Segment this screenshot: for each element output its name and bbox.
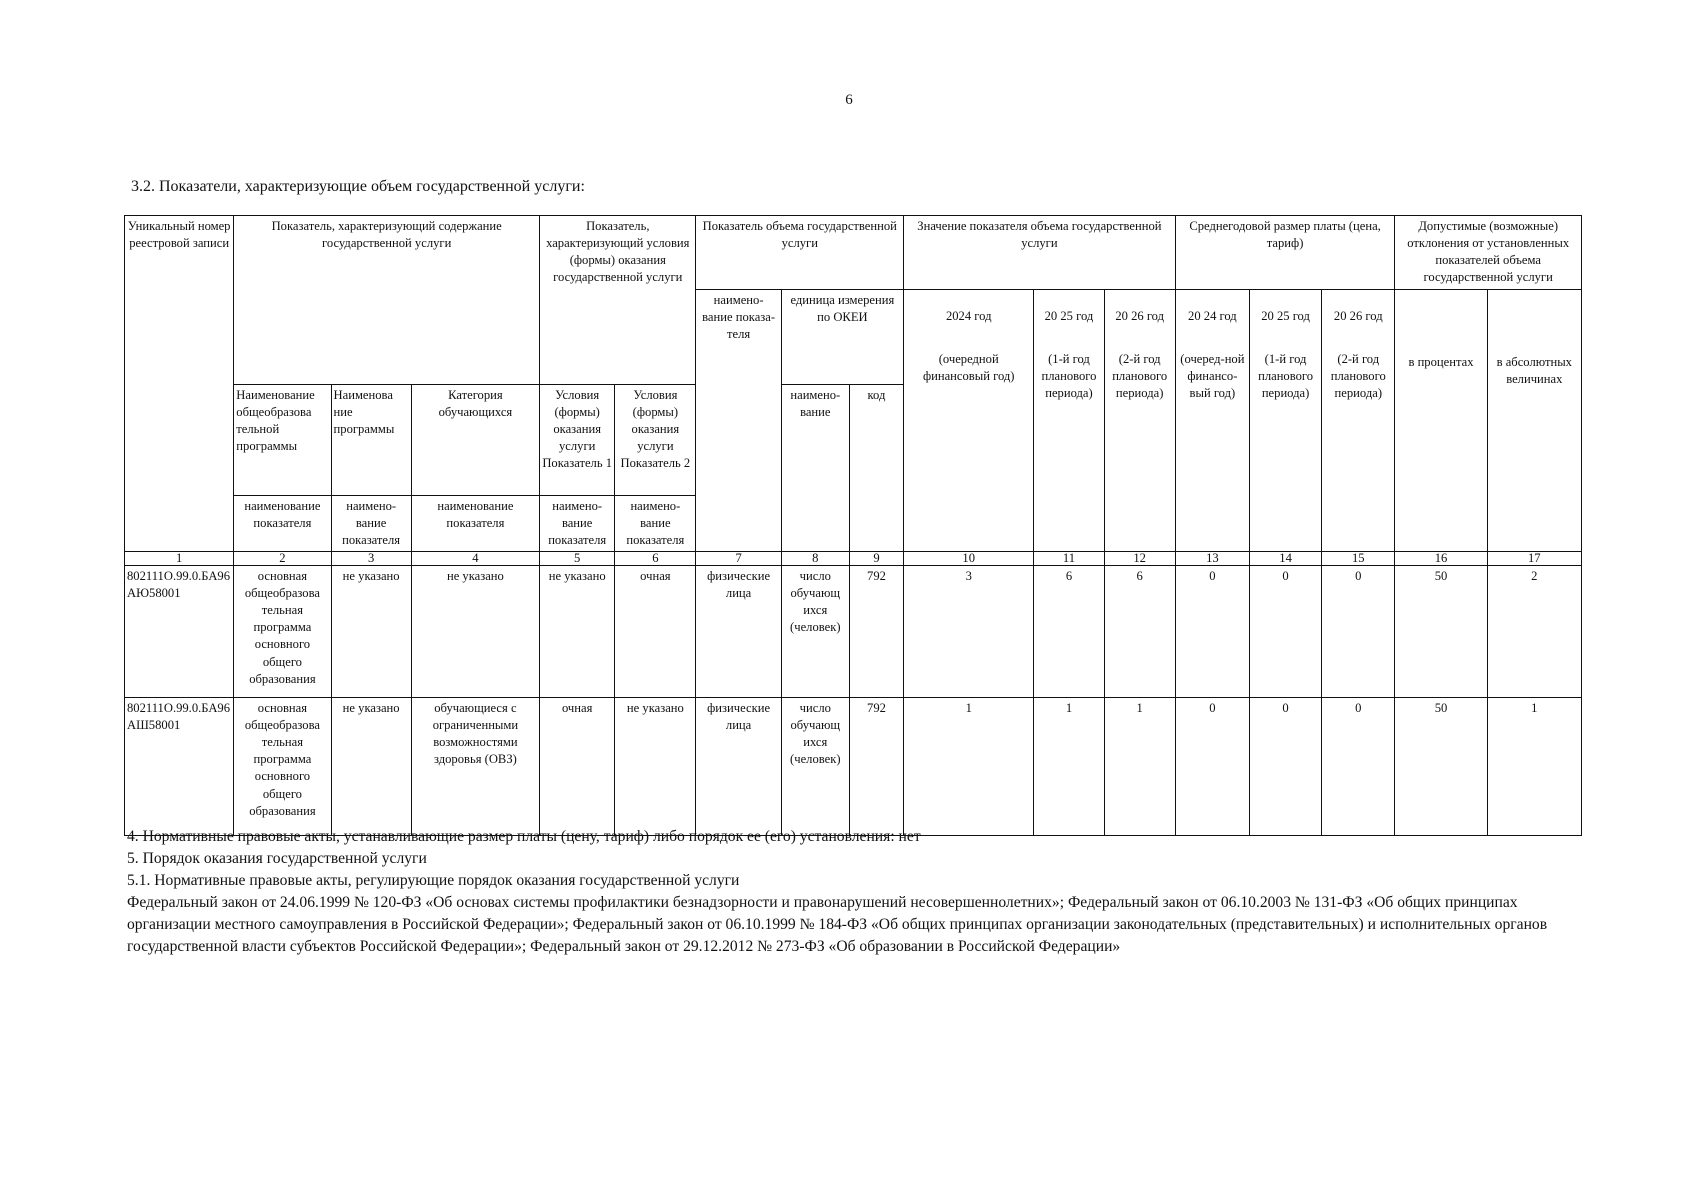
- row-v2026: 1: [1104, 697, 1175, 835]
- paragraph-5: 5. Порядок оказания государственной услуги: [127, 850, 427, 867]
- header-value-group: Значение показателя объема государственной услуги: [904, 216, 1176, 290]
- column-number: 1: [125, 551, 234, 565]
- header-fee-2024-note: (очеред-ной финансо-вый год): [1180, 351, 1245, 400]
- column-number: 11: [1034, 551, 1104, 565]
- row-f2024: 0: [1175, 565, 1249, 697]
- row-f2026: 0: [1322, 565, 1395, 697]
- column-number: 8: [781, 551, 849, 565]
- header-value-2024-label: 2024 год: [945, 308, 992, 323]
- row-category: не указано: [411, 565, 539, 697]
- column-number: 6: [615, 551, 696, 565]
- row-unit: число обучающ ихся (человек): [781, 697, 849, 835]
- row-code: 802111О.99.0.БА96АШ58001: [125, 697, 234, 835]
- row-v2024: 1: [904, 697, 1034, 835]
- row-v2024: 3: [904, 565, 1034, 697]
- row-cond1: очная: [540, 697, 615, 835]
- row-code: 802111О.99.0.БА96АЮ58001: [125, 565, 234, 697]
- header-unit-okei: единица измерения по ОКЕИ: [781, 289, 903, 384]
- header-volume-indicator: Показатель объема государственной услуги: [696, 216, 904, 290]
- header-unit-name: наимено-вание: [781, 384, 849, 551]
- row-unit: число обучающ ихся (человек): [781, 565, 849, 697]
- column-number: 4: [411, 551, 539, 565]
- laws-list: Федеральный закон от 24.06.1999 № 120-ФЗ «Об основах системы профилактики безнадзорности и правонарушений несовершеннолетних»; Федеральный закон от 06.10.2003 № 131-ФЗ «Об общих принципах организации местного самоуправления в Российской Федерации»; Федеральный закон от 06.10.1999 № 184-ФЗ «Об общих принципах организации законодательных (представительных) и исполнительных органов государственной власти субъектов Российской Федерации»; Федеральный закон от 29.12.2012 № 273-ФЗ «Об образовании в Российской Федерации»: [127, 894, 1548, 955]
- row-program-name: основная общеобразова тельная программа основного общего образования: [234, 565, 331, 697]
- paragraph-4: 4. Нормативные правовые акты, устанавливающие размер платы (цену, тариф) либо порядок ее (его) установления: нет: [127, 828, 921, 845]
- header-value-2026-label: 20 26 год: [1115, 308, 1165, 323]
- header-unit-code: код: [849, 384, 903, 551]
- header-conditions-indicator: Показатель, характеризующий условия (формы) оказания государственной услуги: [540, 216, 696, 385]
- row-v2026: 6: [1104, 565, 1175, 697]
- row-f2025: 0: [1249, 565, 1321, 697]
- header-content-indicator: Показатель, характеризующий содержание государственной услуги: [234, 216, 540, 385]
- header-ind-name-5: наимено-вание показателя: [615, 495, 696, 551]
- header-sub-category: Категория обучающихся: [411, 384, 539, 495]
- page-number: 6: [845, 92, 853, 108]
- header-fee-2025-label: 20 25 год: [1261, 308, 1310, 323]
- header-value-2025-label: 20 25 год: [1044, 308, 1094, 323]
- header-sub-program: Наименова ние программы: [331, 384, 411, 495]
- header-fee-2025-note: (1-й год планового периода): [1258, 351, 1314, 400]
- row-okei: 792: [849, 697, 903, 835]
- row-dev-abs: 1: [1487, 697, 1581, 835]
- section-title: 3.2. Показатели, характеризующие объем государственной услуги:: [131, 178, 585, 195]
- header-dev-absolute: в абсолютных величинах: [1487, 289, 1581, 551]
- header-sub-program-name: Наименование общеобразова тельной программы: [234, 384, 331, 495]
- header-ind-name-3: наименование показателя: [411, 495, 539, 551]
- header-fee-2026: [1322, 289, 1395, 551]
- header-ind-name-4: наимено-вание показателя: [540, 495, 615, 551]
- row-f2024: 0: [1175, 697, 1249, 835]
- row-f2026: 0: [1322, 697, 1395, 835]
- table-row: [125, 565, 1582, 697]
- row-dev-pct: 50: [1395, 565, 1487, 697]
- header-dev-percent: в процентах: [1395, 289, 1487, 551]
- column-number: 16: [1395, 551, 1487, 565]
- header-fee-2024: [1175, 289, 1249, 551]
- column-number: 9: [849, 551, 903, 565]
- row-f2025: 0: [1249, 697, 1321, 835]
- header-value-2024: [904, 289, 1034, 551]
- row-program: не указано: [331, 697, 411, 835]
- paragraph-5-1: 5.1. Нормативные правовые акты, регулирующие порядок оказания государственной услуги: [127, 872, 740, 889]
- header-value-2025: [1034, 289, 1104, 551]
- header-value-2026-note: (2-й год планового периода): [1112, 351, 1168, 400]
- column-number: 15: [1322, 551, 1395, 565]
- row-dev-abs: 2: [1487, 565, 1581, 697]
- volume-indicators-table: [124, 215, 1582, 836]
- row-okei: 792: [849, 565, 903, 697]
- header-deviation-group: Допустимые (возможные) отклонения от установленных показателей объема государственной услуги: [1395, 216, 1582, 290]
- row-program-name: основная общеобразова тельная программа основного общего образования: [234, 697, 331, 835]
- column-number: 14: [1249, 551, 1321, 565]
- header-value-2026: [1104, 289, 1175, 551]
- header-sub-cond2: Условия (формы) оказания услуги Показатель 2: [615, 384, 696, 495]
- column-number: 13: [1175, 551, 1249, 565]
- column-number: 5: [540, 551, 615, 565]
- header-value-2024-note: (очередной финансовый год): [922, 351, 1015, 383]
- column-number-row: [125, 551, 1582, 565]
- header-value-2025-note: (1-й год планового периода): [1041, 351, 1097, 400]
- header-fee-2024-label: 20 24 год: [1188, 308, 1237, 323]
- table-row: [125, 697, 1582, 835]
- header-fee-2025: [1249, 289, 1321, 551]
- header-fee-2026-label: 20 26 год: [1333, 308, 1383, 323]
- header-sub-cond1: Условия (формы) оказания услуги Показатель 1: [540, 384, 615, 495]
- row-indicator: физические лица: [696, 697, 781, 835]
- row-indicator: физические лица: [696, 565, 781, 697]
- row-v2025: 1: [1034, 697, 1104, 835]
- header-ind-name-1: наименование показателя: [234, 495, 331, 551]
- normative-acts-section: [127, 826, 1587, 958]
- column-number: 2: [234, 551, 331, 565]
- column-number: 3: [331, 551, 411, 565]
- row-cond1: не указано: [540, 565, 615, 697]
- row-program: не указано: [331, 565, 411, 697]
- header-ind-name-2: наимено-вание показателя: [331, 495, 411, 551]
- row-category: обучающиеся с ограниченными возможностями здоровья (ОВЗ): [411, 697, 539, 835]
- column-number: 10: [904, 551, 1034, 565]
- header-volume-name: наимено-вание показа-теля: [696, 289, 781, 551]
- header-unique-number: Уникальный номер реестровой записи: [125, 216, 234, 552]
- column-number: 17: [1487, 551, 1581, 565]
- header-fee-2026-note: (2-й год планового периода): [1330, 351, 1386, 400]
- header-fee-group: Среднегодовой размер платы (цена, тариф): [1175, 216, 1395, 290]
- row-v2025: 6: [1034, 565, 1104, 697]
- row-cond2: очная: [615, 565, 696, 697]
- row-dev-pct: 50: [1395, 697, 1487, 835]
- row-cond2: не указано: [615, 697, 696, 835]
- column-number: 7: [696, 551, 781, 565]
- column-number: 12: [1104, 551, 1175, 565]
